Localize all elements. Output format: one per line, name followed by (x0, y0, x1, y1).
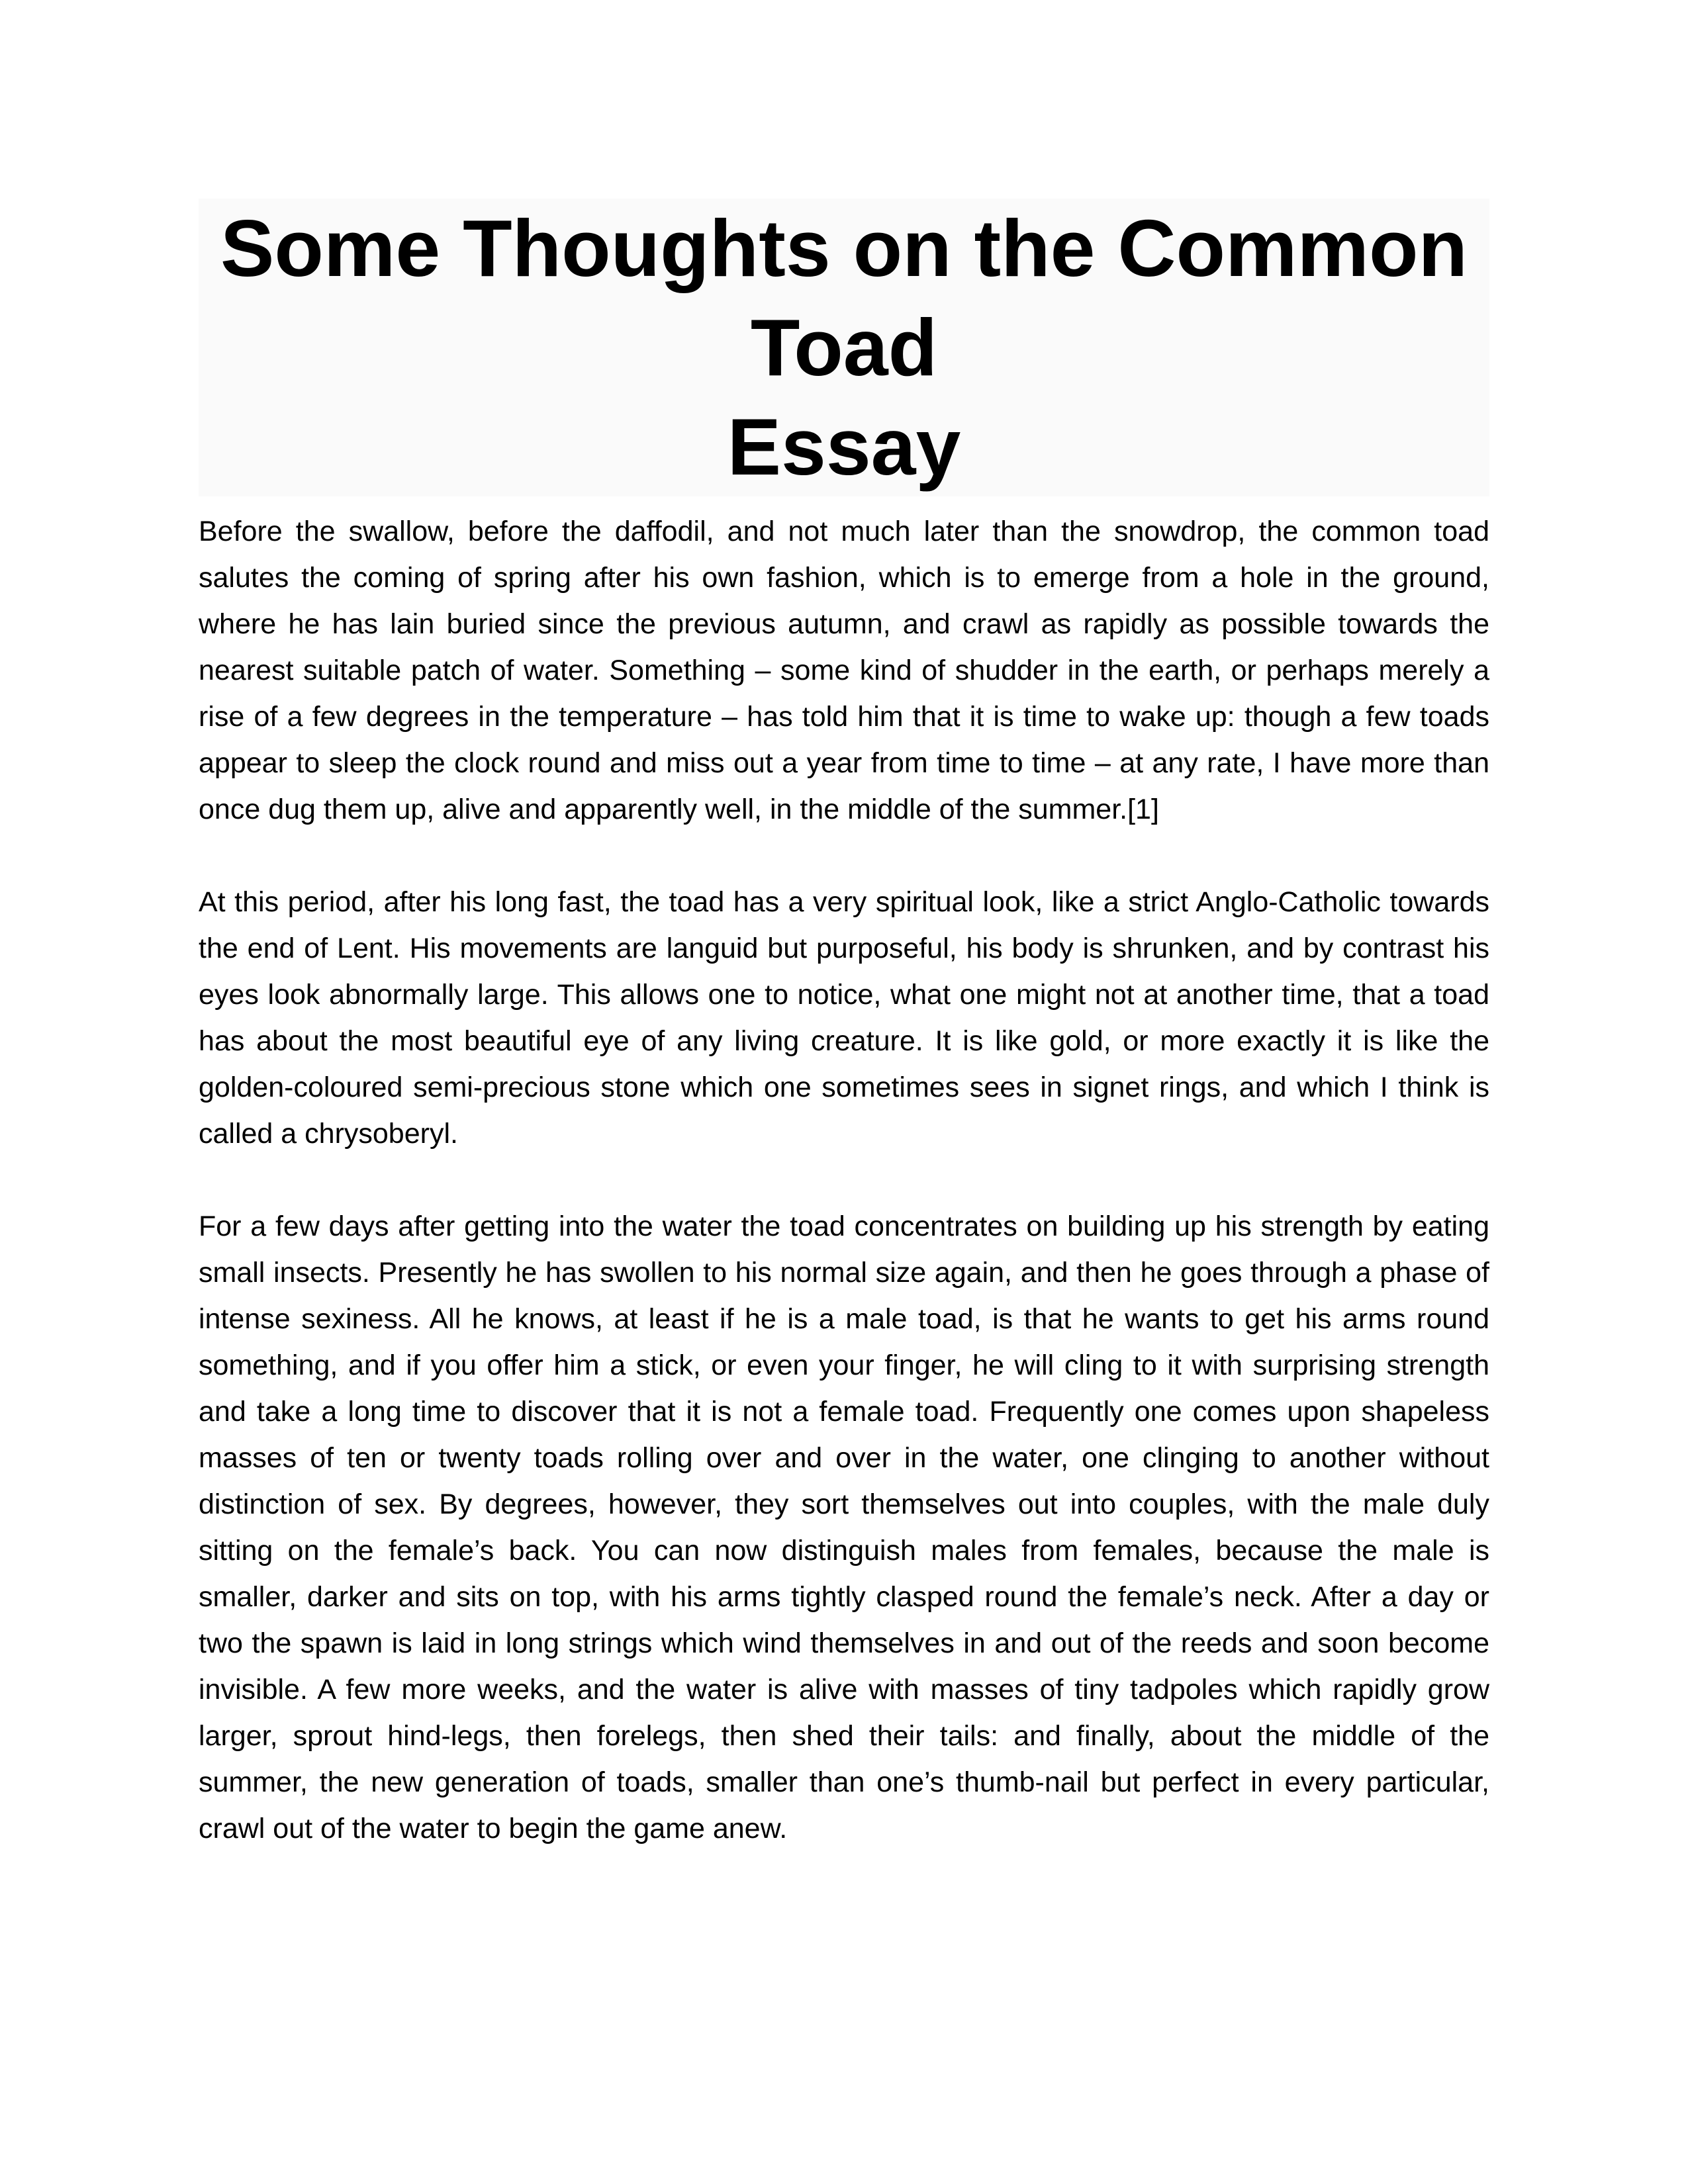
paragraph-3: For a few days after getting into the water the toad concentrates on building up his strength by eating small insects. Presently he has swollen to his normal size again, and then he goes through a phase of intense sexiness. All he knows, at least if he is a male toad, is that he wants to get his arms round something, and if you offer him a stick, or even your finger, he will cling to it with surprising strength and take a long time to discover that it is not a female toad. Frequently one comes upon shapeless masses of ten or twenty toads rolling over and over in the water, one clinging to another without distinction of sex. By degrees, however, they sort themselves out into couples, with the male duly sitting on the female’s back. You can now distinguish males from females, because the male is smaller, darker and sits on top, with his arms tightly clasped round the female’s neck. After a day or two the spawn is laid in long strings which wind themselves in and out of the reeds and soon become invisible. A few more weeks, and the water is alive with masses of tiny tadpoles which rapidly grow larger, sprout hind-legs, then forelegs, then shed their tails: and finally, about the middle of the summer, the new generation of toads, smaller than one’s thumb-nail but perfect in every particular, crawl out of the water to begin the game anew. (199, 1210, 1489, 1844)
title-line-2: Essay (727, 402, 961, 492)
document-title (199, 199, 1489, 496)
paragraph-2: At this period, after his long fast, the toad has a very spiritual look, like a strict Anglo-Catholic towards the end of Lent. His movements are languid but purposeful, his body is shrunken, and by contrast his eyes look abnormally large. This allows one to notice, what one might not at another time, that a toad has about the most beautiful eye of any living creature. It is like gold, or more exactly it is like the golden-coloured semi-precious stone which one sometimes sees in signet rings, and which I think is called a chrysoberyl. (199, 886, 1489, 1150)
title-block (199, 199, 1489, 496)
paragraph-1: Before the swallow, before the daffodil, and not much later than the snowdrop, the common toad salutes the coming of spring after his own fashion, which is to emerge from a hole in the ground, where he has lain buried since the previous autumn, and crawl as rapidly as possible towards the nearest suitable patch of water. Something – some kind of shudder in the earth, or perhaps merely a rise of a few degrees in the temperature – has told him that it is time to wake up: though a few toads appear to sleep the clock round and miss out a year from time to time – at any rate, I have more than once dug them up, alive and apparently well, in the middle of the summer.[1] (199, 516, 1489, 825)
title-line-1: Some Thoughts on the Common Toad (220, 203, 1468, 392)
document-page (199, 199, 1489, 1898)
document-body (199, 508, 1489, 1852)
